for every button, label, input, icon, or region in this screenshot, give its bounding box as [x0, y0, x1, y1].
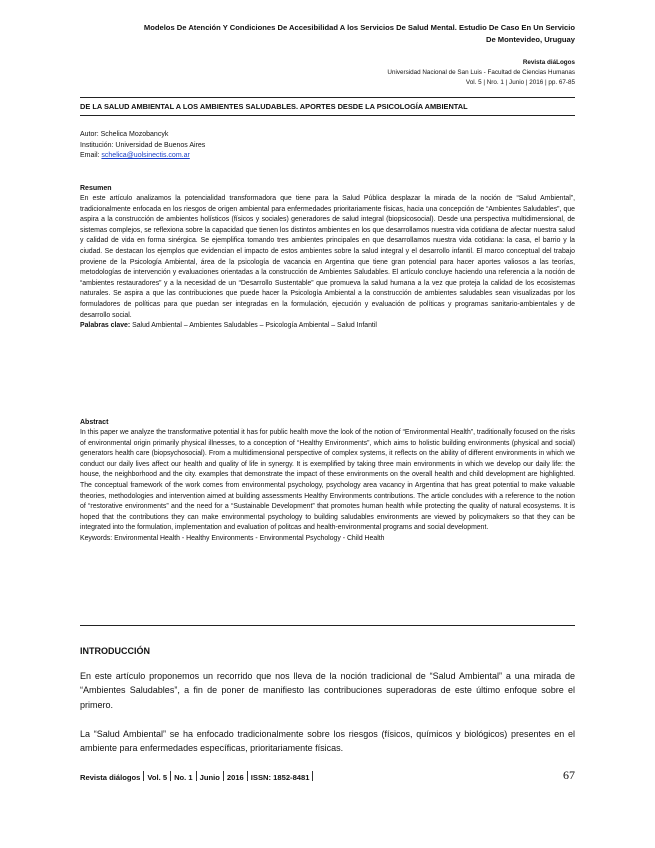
email-label: Email: [80, 152, 102, 160]
footer-journal: Revista diálogos [80, 773, 141, 782]
footer-separator [196, 771, 197, 781]
footer-issn: ISSN: 1852-8481 [250, 773, 310, 782]
author-line: Autor: Schelica Mozobancyk [80, 131, 169, 138]
email-line [80, 151, 380, 162]
abstract-keywords-label: Keywords: [80, 534, 115, 542]
email-link[interactable]: schelica@uolsinectis.com.ar [101, 152, 190, 160]
volume-info: Vol. 5 | Nro. 1 | Junio | 2016 | pp. 67-85 [465, 79, 575, 86]
resumen-keywords-label: Palabras clave: [80, 322, 133, 330]
resumen-keywords [80, 321, 575, 332]
footer-volume: Vol. 5 [147, 773, 168, 782]
footer-separator [312, 771, 313, 781]
running-title-line1: Modelos De Atención Y Condiciones De Accesibilidad A los Servicios De Salud Mental. Estudio De Caso En Un Servicio [143, 23, 575, 32]
resumen-section [80, 184, 575, 332]
introduction-paragraph-2: La “Salud Ambiental” se ha enfocado tradicionalmente sobre los riesgos (físicos, químicos y biológicos) presentes en el ambiente para enfermedades específicas, prioritariamente físicas. [80, 729, 575, 754]
author-meta [80, 130, 380, 162]
introduction-paragraph-1: En este artículo proponemos un recorrido que nos lleva de la noción tradicional de “Salud Ambiental” a una mirada de “Ambientes Saludables”, a fin de poner de manifiesto las contribuciones superadoras de este último enfoque sobre el primero. [80, 671, 575, 710]
divider-top [80, 97, 575, 98]
resumen-text: En este artículo analizamos la potencialidad transformadora que tiene para la Salud Pública desplazar la mirada de la noción de “Salud Ambiental”, tradicionalmente enfocada en los riesgos de origen ambiental para enfermedades prioritariamente físicas, hacia una concepción de “Ambientes Saludables”, que aspira a la construcción de ambientes holísticos (físicos y sociales) generadores de salud integral (biopsicosocial). Desde una perspectiva multidimensional, de sistemas complejos, se reflexiona sobre la capacidad que tienen los distintos ambientes en los que desarrollamos nuestra vida cotidiana de afectar nuestra salud y calidad de vida en forma sinérgica. Se ejemplifica tomando tres ambientes principales en que desarrollamos nuestra vida cotidiana: la casa, el barrio y la ciudad. Se destacan los ejemplos que evidencian el impacto de estos ambientes sobre la salud integral y el desarrollo infantil. El marco conceptual del trabajo proviene de la Psicología Ambiental, área de la psicología de vacancia en Argentina que tiene gran potencial para hacer aportes valiosos a las teorías, metodologías de intervención y evaluaciones orientadas a la construcción de Ambientes Saludables. El artículo concluye haciendo una referencia a la noción de “ambientes restauradores” y a la necesidad de un “Desarrollo Sustentable” que promueva la salud humana a la vez que proteja la calidad de los ecosistemas naturales. Se aspira a que las contribuciones que puede hacer la Psicología Ambiental a la construcción de ambientes saludables sean visualizadas por los formuladores de políticas para que puedan ser integradas en la formulación, ejecución y evaluación de políticas y programas sanitario-ambientales y de desarrollo social. [80, 195, 575, 319]
page-footer [80, 770, 575, 784]
footer-separator [223, 771, 224, 781]
abstract-text: In this paper we analyze the transformative potential it has for public health move the look of the notion of “Environmental Health”, traditionally focused on the risks of environmental origin primarily physical illnesses, to a conception of “Healthy Environments”, which aims to holistic building environments (physical and social) generators health care (biopsychosocial). From a multidimensional perspective of complex systems, it reflects on the ability of different environments in which we conduct our daily lives affect our health and quality of life in synergy. It is exemplified by taking three main environments in which we develop our daily life: the house, the neighborhood and the city. examples that demonstrate the impact of these environments on the overall health and child development are highlighted. The conceptual framework of the work comes from environmental psychology, psychology area vacancy in Argentina that has great potential to make valuable theories, methodologies and intervention aimed at building assessments Healthy Environments contributions. The article concludes with a reference to the notion of “restorative environments” and the need for a “Sustainable Development” that promotes human health while protecting the quality of natural ecosystems. It is hoped that the contributions they can make environmental psychology to building saludables environments are viewed by policymakers so that they can be integrated into the formulation, implementation and evaluation of politcas and health-environmental programs and social development. [80, 429, 575, 532]
page-number: 67 [563, 768, 575, 782]
journal-info [300, 58, 575, 88]
footer-year: 2016 [226, 773, 244, 782]
running-title-line2: De Montevideo, Uruguay [485, 35, 575, 44]
footer-separator [247, 771, 248, 781]
footer-number: No. 1 [174, 773, 193, 782]
resumen-heading: Resumen [80, 185, 112, 192]
introduction-heading: INTRODUCCIÓN [80, 646, 150, 656]
abstract-keywords-values: Environmental Health - Healthy Environments - Environmental Psychology - Child Health [114, 534, 385, 542]
footer-separator [170, 771, 171, 781]
abstract-heading: Abstract [80, 419, 109, 426]
footer-month: Junio [199, 773, 220, 782]
institution-line: Institución: Universidad de Buenos Aires [80, 141, 206, 149]
divider-abstract [80, 625, 575, 626]
running-header [80, 22, 575, 46]
university-line: Universidad Nacional de San Luis - Facultad de Ciencias Humanas [387, 69, 575, 76]
abstract-section [80, 418, 575, 545]
footer-separator [143, 771, 144, 781]
divider-title [80, 115, 575, 116]
resumen-keywords-values: Salud Ambiental – Ambientes Saludables – Psicología Ambiental – Salud Infantil [132, 322, 377, 330]
abstract-keywords [80, 534, 575, 545]
journal-name: Revista diáLogos [522, 59, 575, 66]
article-title: DE LA SALUD AMBIENTAL A LOS AMBIENTES SALUDABLES. APORTES DESDE LA PSICOLOGÍA AMBIENTAL [80, 102, 468, 111]
footer-citation [80, 771, 316, 784]
